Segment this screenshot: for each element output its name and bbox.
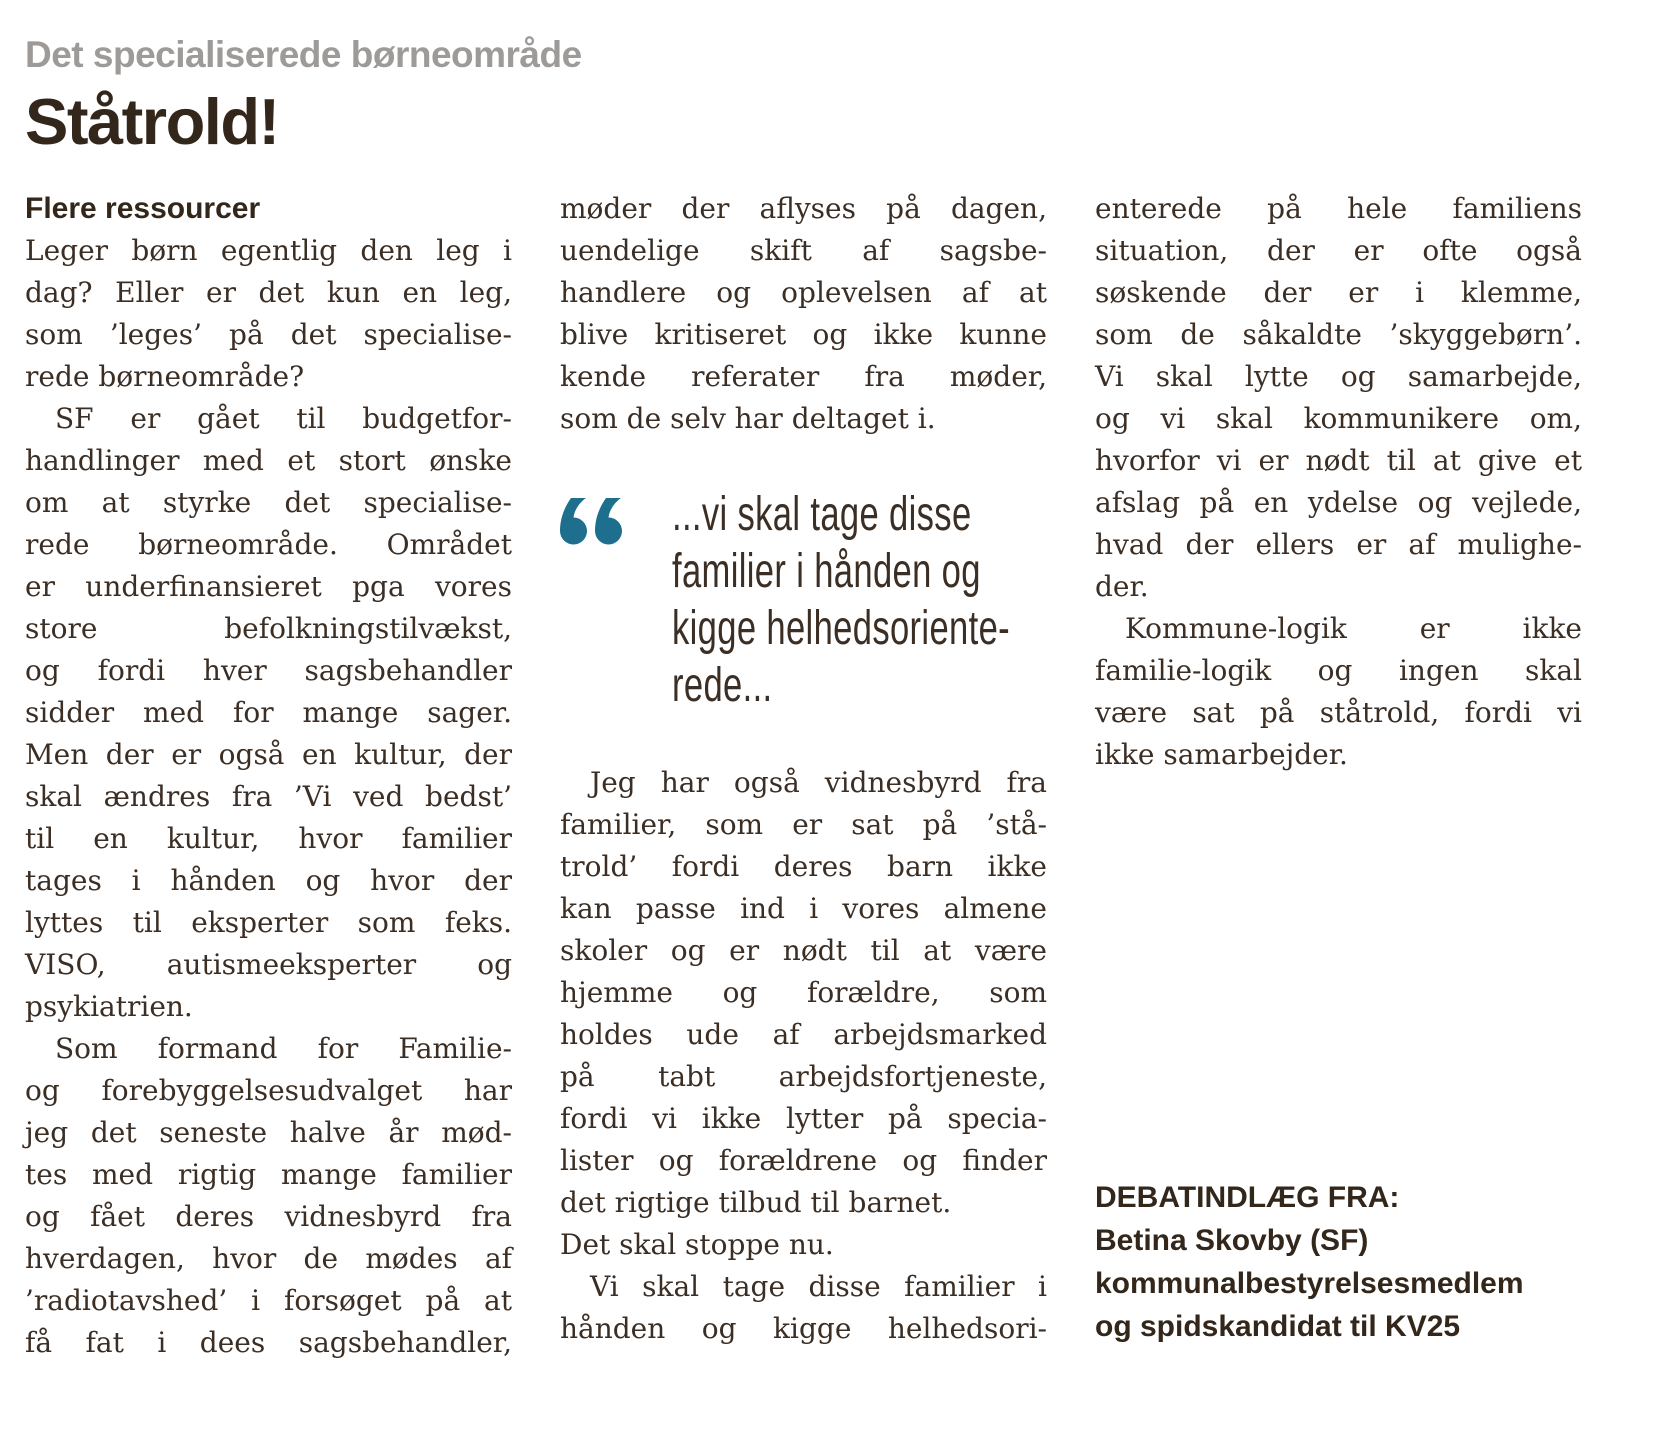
- kicker: Det specialiserede børneområde: [25, 34, 582, 75]
- text-line: fordi vi ikke lytter på specia-: [560, 1102, 1047, 1135]
- text-line: holdes ude af arbejdsmarked: [560, 1018, 1047, 1051]
- text-line: psykiatrien.: [25, 990, 193, 1023]
- text-line: og fordi hver sagsbehandler: [25, 654, 512, 687]
- text-line: tages i hånden og hvor der: [25, 864, 512, 897]
- text-line: afslag på en ydelse og vejlede,: [1095, 486, 1582, 519]
- text-line: til en kultur, hvor familier: [25, 822, 512, 855]
- text-line: det rigtige tilbud til barnet.: [560, 1186, 952, 1219]
- text-line: skoler og er nødt til at være: [560, 934, 1047, 967]
- text-line: handlinger med et stort ønske: [25, 444, 512, 477]
- text-line: og vi skal kommunikere om,: [1095, 402, 1582, 435]
- text-line: sidder med for mange sager.: [25, 696, 512, 729]
- text-line: Leger børn egentlig den leg i: [25, 234, 512, 267]
- text-line: på tabt arbejdsfortjeneste,: [560, 1060, 1047, 1093]
- text-line: ’radiotavshed’ i forsøget på at: [25, 1284, 512, 1317]
- text-line: være sat på ståtrold, fordi vi: [1095, 696, 1582, 729]
- text-line: dag? Eller er det kun en leg,: [25, 276, 512, 309]
- text-line: rede...: [672, 659, 773, 712]
- text-line: hvorfor vi er nødt til at give et: [1095, 444, 1582, 477]
- text-line: ...vi skal tage disse: [672, 488, 972, 541]
- byline-label: DEBATINDLÆG FRA:: [1095, 1181, 1400, 1214]
- byline-role-line-2: og spidskandidat til KV25: [1095, 1310, 1461, 1343]
- text-line: blive kritiseret og ikke kunne: [560, 318, 1047, 351]
- text-line: Vi skal lytte og samarbejde,: [1095, 360, 1582, 393]
- text-line: og forebyggelsesudvalget har: [25, 1074, 512, 1107]
- text-line: og fået deres vidnesbyrd fra: [25, 1200, 512, 1233]
- text-line: Det skal stoppe nu.: [560, 1228, 834, 1261]
- column-2-text-bottom: [560, 762, 1047, 1350]
- text-line: hverdagen, hvor de mødes af: [25, 1242, 512, 1275]
- byline-author: Betina Skovby (SF): [1095, 1224, 1369, 1257]
- column-2-text-top: [560, 188, 1047, 440]
- text-line: SF er gået til budgetfor-: [55, 402, 512, 435]
- text-line: lyttes til eksperter som feks.: [25, 906, 512, 939]
- text-line: kigge helhedsoriente-: [672, 602, 1011, 655]
- text-line: der.: [1095, 570, 1149, 603]
- column-1: [25, 188, 512, 1364]
- double-quote-left-icon: [560, 486, 672, 550]
- text-line: hvad der ellers er af mulighe-: [1095, 528, 1582, 561]
- text-line: trold’ fordi deres barn ikke: [560, 850, 1047, 883]
- text-line: søskende der er i klemme,: [1095, 276, 1582, 309]
- headline: Ståtrold!: [25, 85, 279, 158]
- column-3: [1095, 188, 1582, 1364]
- column-2: [560, 188, 1047, 1364]
- column-3-text: [1095, 188, 1582, 776]
- text-line: er underfinansieret pga vores: [25, 570, 512, 603]
- text-line: Som formand for Familie-: [55, 1032, 512, 1065]
- column-1-text: [25, 230, 512, 1364]
- text-line: skal ændres fra ’Vi ved bedst’: [25, 780, 512, 813]
- text-line: rede børneområde?: [25, 360, 305, 393]
- text-line: få fat i dees sagsbehandler,: [25, 1326, 512, 1359]
- text-line: om at styrke det specialise-: [25, 486, 512, 519]
- text-line: hjemme og forældre, som: [560, 976, 1047, 1009]
- text-line: ikke samarbejder.: [1095, 738, 1348, 771]
- text-line: Vi skal tage disse familier i: [590, 1270, 1047, 1303]
- text-line: Kommune-logik er ikke: [1125, 612, 1582, 645]
- text-line: kan passe ind i vores almene: [560, 892, 1047, 925]
- byline-role-line-1: kommunalbestyrelsesmedlem: [1095, 1267, 1524, 1300]
- text-line: uendelige skift af sagsbe-: [560, 234, 1047, 267]
- text-line: familier i hånden og: [672, 545, 981, 598]
- text-line: enterede på hele familiens: [1095, 192, 1582, 225]
- text-line: hånden og kigge helhedsori-: [560, 1312, 1047, 1345]
- text-line: Men der er også en kultur, der: [25, 738, 512, 771]
- text-line: Jeg har også vidnesbyrd fra: [590, 766, 1047, 799]
- text-line: handlere og oplevelsen af at: [560, 276, 1047, 309]
- pull-quote: [560, 486, 1047, 714]
- text-line: familier, som er sat på ’stå-: [560, 808, 1047, 841]
- text-line: som de såkaldte ’skyggebørn’.: [1095, 318, 1582, 351]
- lead-label: Flere ressourcer: [25, 192, 261, 225]
- text-line: situation, der er ofte også: [1095, 234, 1582, 267]
- pull-quote-text: [672, 486, 1047, 714]
- article-columns: [25, 188, 1583, 1364]
- text-line: møder der aflyses på dagen,: [560, 192, 1047, 225]
- text-line: VISO, autismeeksperter og: [25, 948, 512, 981]
- text-line: tes med rigtig mange familier: [25, 1158, 512, 1191]
- text-line: store befolkningstilvækst,: [25, 612, 512, 645]
- text-line: kende referater fra møder,: [560, 360, 1047, 393]
- text-line: familie-logik og ingen skal: [1095, 654, 1582, 687]
- byline: [1095, 1176, 1582, 1348]
- text-line: som ’leges’ på det specialise-: [25, 318, 512, 351]
- text-line: lister og forældrene og finder: [560, 1144, 1047, 1177]
- text-line: jeg det seneste halve år mød-: [25, 1116, 512, 1149]
- text-line: som de selv har deltaget i.: [560, 402, 936, 435]
- text-line: rede børneområde. Området: [25, 528, 512, 561]
